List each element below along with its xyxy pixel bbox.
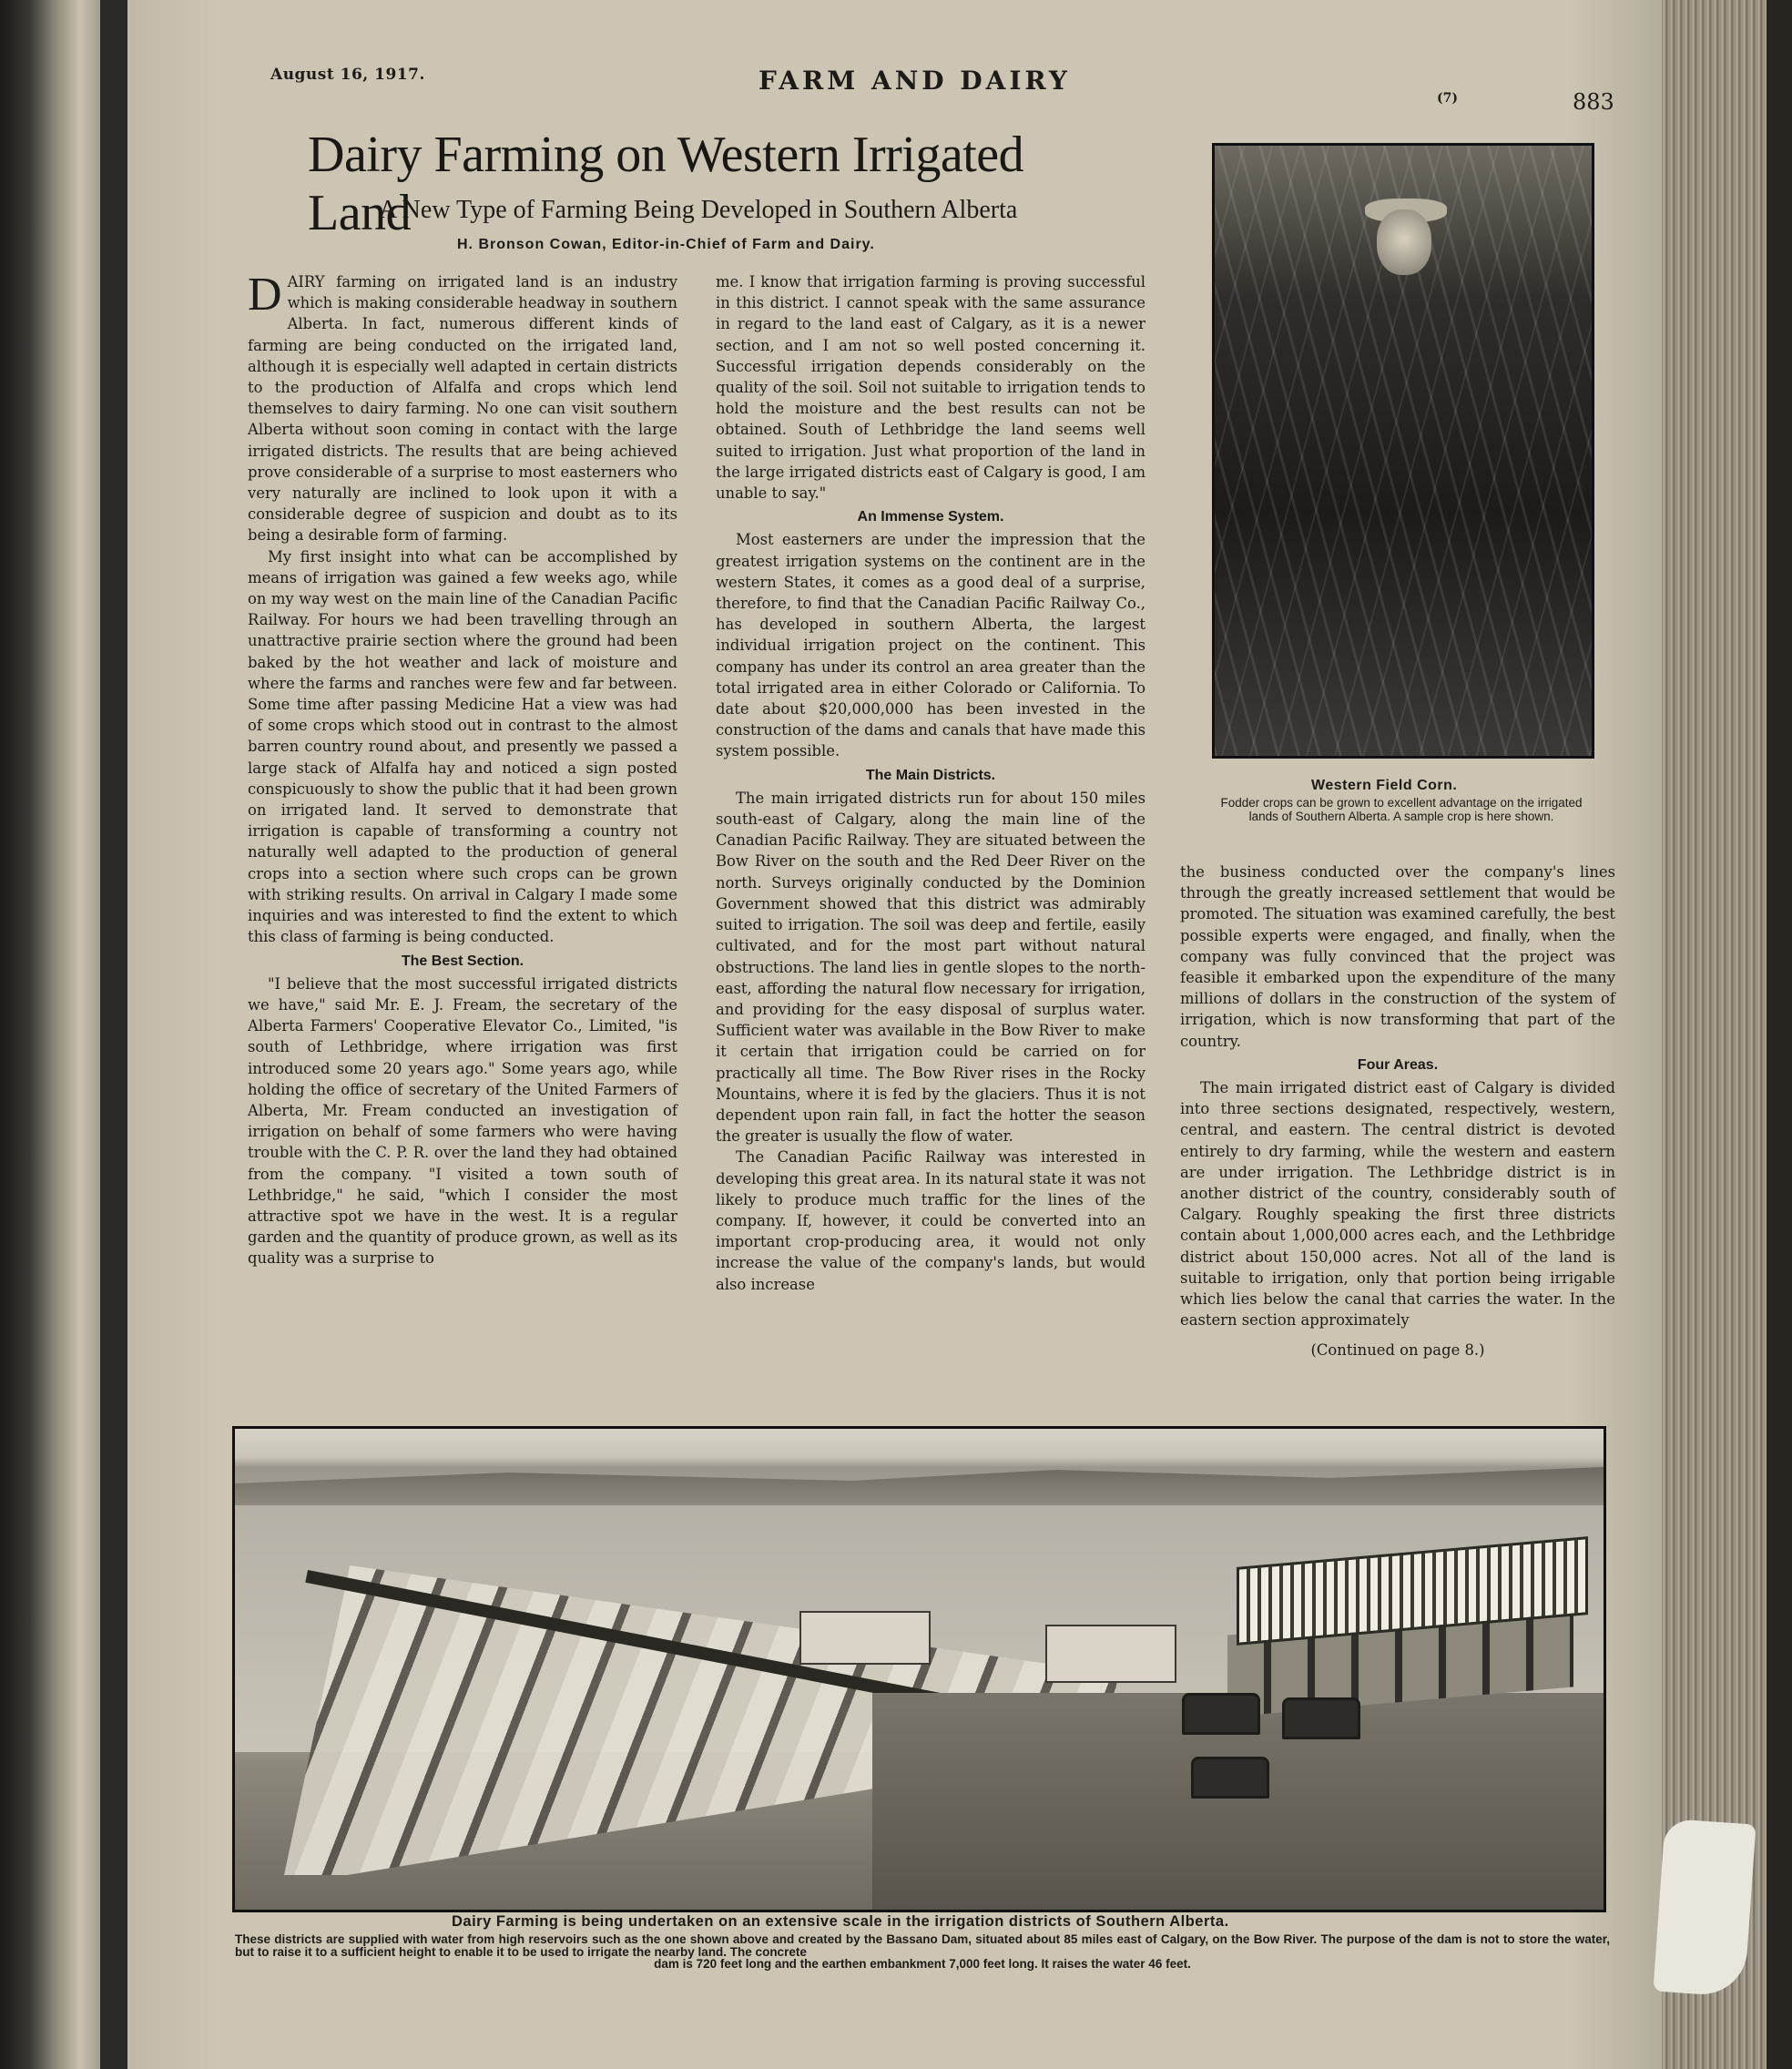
paragraph: Most easterners are under the impression that the greatest irrigation systems on the continent are in the western States, it comes as a good deal of a surprise, therefore, to find that the Canadian Pacific Railway Co., has developed in southern Alberta, the largest individual irrigation project on the continent. This company has under its control an area greater than the total irrigated area in either Colorado or California. To date about $20,000,000 has been invested in the construction of the dams and canals that have made this system possible. bbox=[716, 531, 1145, 760]
dam-caption-last-line: dam is 720 feet long and the earthen embankment 7,000 feet long. It raises the water 46 feet. bbox=[654, 1957, 1191, 1971]
article-column-1 bbox=[248, 271, 677, 1269]
page-number: 883 bbox=[1573, 89, 1614, 115]
section-heading-four-areas: Four Areas. bbox=[1357, 1056, 1439, 1073]
corn-field-photo bbox=[1212, 143, 1594, 759]
paragraph: My first insight into what can be accomplished by means of irrigation was gained a few weeks ago, while on my way west on the main line of the Canadian Pacific Railway. For hours we had been travelling through an unattractive prairie section where the ground had been baked by the hot weather and lack of moisture and where the farms and ranches were few and far between. Some time after passing Medicine Hat a view was had of some crops which stood out in contrast to the almost barren country round about, and presently we passed a large stack of Alfalfa hay and noticed a sign posted conspicuously to show the public that it had been grown on irrigated land. It served to demonstrate that irrigation is capable of transforming a country not naturally well adapted to the production of general crops into a section where such crops can be grown with striking results. On arrival in Calgary I made some inquiries and was interested to find the extent to which this class of farming is being conducted. bbox=[248, 547, 677, 946]
corn-photo-caption: Fodder crops can be grown to excellent advantage on the irrigated lands of Southern Alberta. A sample crop is here shown. bbox=[1220, 796, 1583, 823]
issue-date: August 16, 1917. bbox=[270, 66, 425, 84]
article-byline: H. Bronson Cowan, Editor-in-Chief of Farm and Dairy. bbox=[457, 237, 875, 252]
automobile bbox=[1182, 1693, 1260, 1735]
automobile bbox=[1282, 1697, 1360, 1739]
scan-border bbox=[1767, 0, 1792, 2069]
paragraph bbox=[248, 271, 677, 546]
article-column-3 bbox=[1180, 861, 1615, 1361]
paragraph: me. I know that irrigation farming is proving successful in this district. I cannot speak with the same assurance in regard to the land east of Calgary, as it is a newer section, and I am not so well posted concerning it. Successful irrigation depends considerably on the quality of the soil. Soil not suitable to irrigation tends to hold the moisture and the best results can not be obtained. South of Lethbridge the land seems well suited to irrigation. Just what proportion of the land in the large irrigated districts east of Calgary is good, I am unable to say." bbox=[716, 273, 1145, 503]
corn-photo-title: Western Field Corn. bbox=[1311, 778, 1458, 793]
section-heading-immense-system: An Immense System. bbox=[857, 509, 1004, 525]
paragraph: "I believe that the most successful irrigated districts we have," said Mr. E. J. Fream, the secretary of the Alberta Farmers' Cooperative Elevator Co., Limited, "is south of Lethbridge, where irrigation was first introduced some 20 years ago." Some years ago, while holding the office of secretary of the United Farmers of Alberta, Mr. Fream conducted an investigation of irrigation on behalf of some farmers who were having trouble with the C. P. R. over the land they had obtained from the company. "I visited a town south of Lethbridge," he said, "which I consider the most attractive spot we have in the west. It is a regular garden and the quantity of produce grown, as well as its quality was a surprise to bbox=[248, 974, 677, 1268]
page-corner-fold bbox=[1653, 1819, 1756, 1998]
article-column-2 bbox=[716, 271, 1145, 1295]
distant-hills bbox=[235, 1451, 1604, 1505]
binding-edge bbox=[0, 0, 100, 2069]
article-subheadline: A New Type of Farming Being Developed in Southern Alberta bbox=[379, 196, 1018, 224]
farmer-face bbox=[1377, 209, 1431, 275]
paragraph: the business conducted over the company's lines through the greatly increased settlement that would be promoted. The situation was examined carefully, the best possible experts were engaged, and finally, when the company was fully convinced that the project was feasible it embarked upon the expenditure of the many millions of dollars in the construction of the system of irrigation, which is now transforming that part of the country. bbox=[1180, 863, 1615, 1050]
section-heading-main-districts: The Main Districts. bbox=[865, 767, 996, 783]
automobile bbox=[1191, 1757, 1269, 1799]
section-number: (7) bbox=[1437, 91, 1458, 106]
section-heading-best-section: The Best Section. bbox=[401, 953, 524, 969]
paragraph-text: AIRY farming on irrigated land is an industry which is making considerable headway in southern Alberta. In fact, numerous different kinds of farming are being conducted on the irrigated land, although it is especially well adapted in certain districts to the production of Alfalfa and crops which lend themselves to dairy farming. No one can visit southern Alberta without soon coming in contact with the large irrigated districts. The results that are being achieved prove considerable of a surprise to most easterners who very naturally are inclined to look upon it with a considerable degree of suspicion and doubt as to its being a desirable form of farming. bbox=[248, 273, 677, 545]
article-headline: Dairy Farming on Western Irrigated Land bbox=[308, 127, 1024, 241]
paragraph: The main irrigated districts run for about 150 miles south-east of Calgary, along the main line of the Canadian Pacific Railway. They are situated between the Bow River on the south and the Red Deer River on the north. Surveys originally conducted by the Dominion Government showed that this district was admirably suited to irrigation. The soil was deep and fertile, easily cultivated, and for the most part without natural obstructions. The land lies in gentle slopes to the north-east, affording the natural flow necessary for irrigation, and providing for the easy disposal of surplus water. Sufficient water was available in the Bow River to make it certain that irrigation could be carried on for practically all time. The Bow River rises in the Rocky Mountains, where it is fed by the glaciers. Thus it is not dependent upon rain fall, in fact the hotter the season the greater is usually the flow of water. bbox=[716, 789, 1145, 1146]
drop-cap: D bbox=[248, 269, 282, 321]
paragraph: The Canadian Pacific Railway was interested in developing this great area. In its natural state it was not likely to produce much traffic for the lines of the company. If, however, it could be converted into an important crop-producing area, it would not only increase the value of the company's lands, but would also increase bbox=[716, 1148, 1145, 1293]
dam-photo-title: Dairy Farming is being undertaken on an extensive scale in the irrigation districts of Southern Alberta. bbox=[452, 1913, 1229, 1930]
publication-name: FARM AND DAIRY bbox=[759, 66, 1071, 96]
bassano-dam-photo bbox=[232, 1426, 1606, 1912]
gate-house bbox=[1045, 1625, 1176, 1683]
paragraph: The main irrigated district east of Calgary is divided into three sections designated, respectively, western, central, and eastern. The central district is devoted entirely to dry farming, while the western and eastern are under irrigation. The Lethbridge district is in another district of the country, considerably south of Calgary. Roughly speaking the first three districts contain about 1,000,000 acres each, and the Lethbridge district about 150,000 acres. Not all of the land is suitable to irrigation, only that portion being irrigable which lies below the canal that carries the water. In the eastern section approximately bbox=[1180, 1079, 1615, 1330]
dam-caption-text: These districts are supplied with water from high reservoirs such as the one shown above and created by the Bassano Dam, situated about 85 miles east of Calgary, on the Bow River. The purpose of the dam is not to store the water, but to raise it to a sufficient height to enable it to be used to irrigate the nearby land. The concrete bbox=[235, 1932, 1610, 1959]
dam-photo-caption bbox=[235, 1933, 1610, 1971]
continued-note: (Continued on page 8.) bbox=[1310, 1341, 1485, 1360]
gate-house bbox=[799, 1611, 931, 1665]
